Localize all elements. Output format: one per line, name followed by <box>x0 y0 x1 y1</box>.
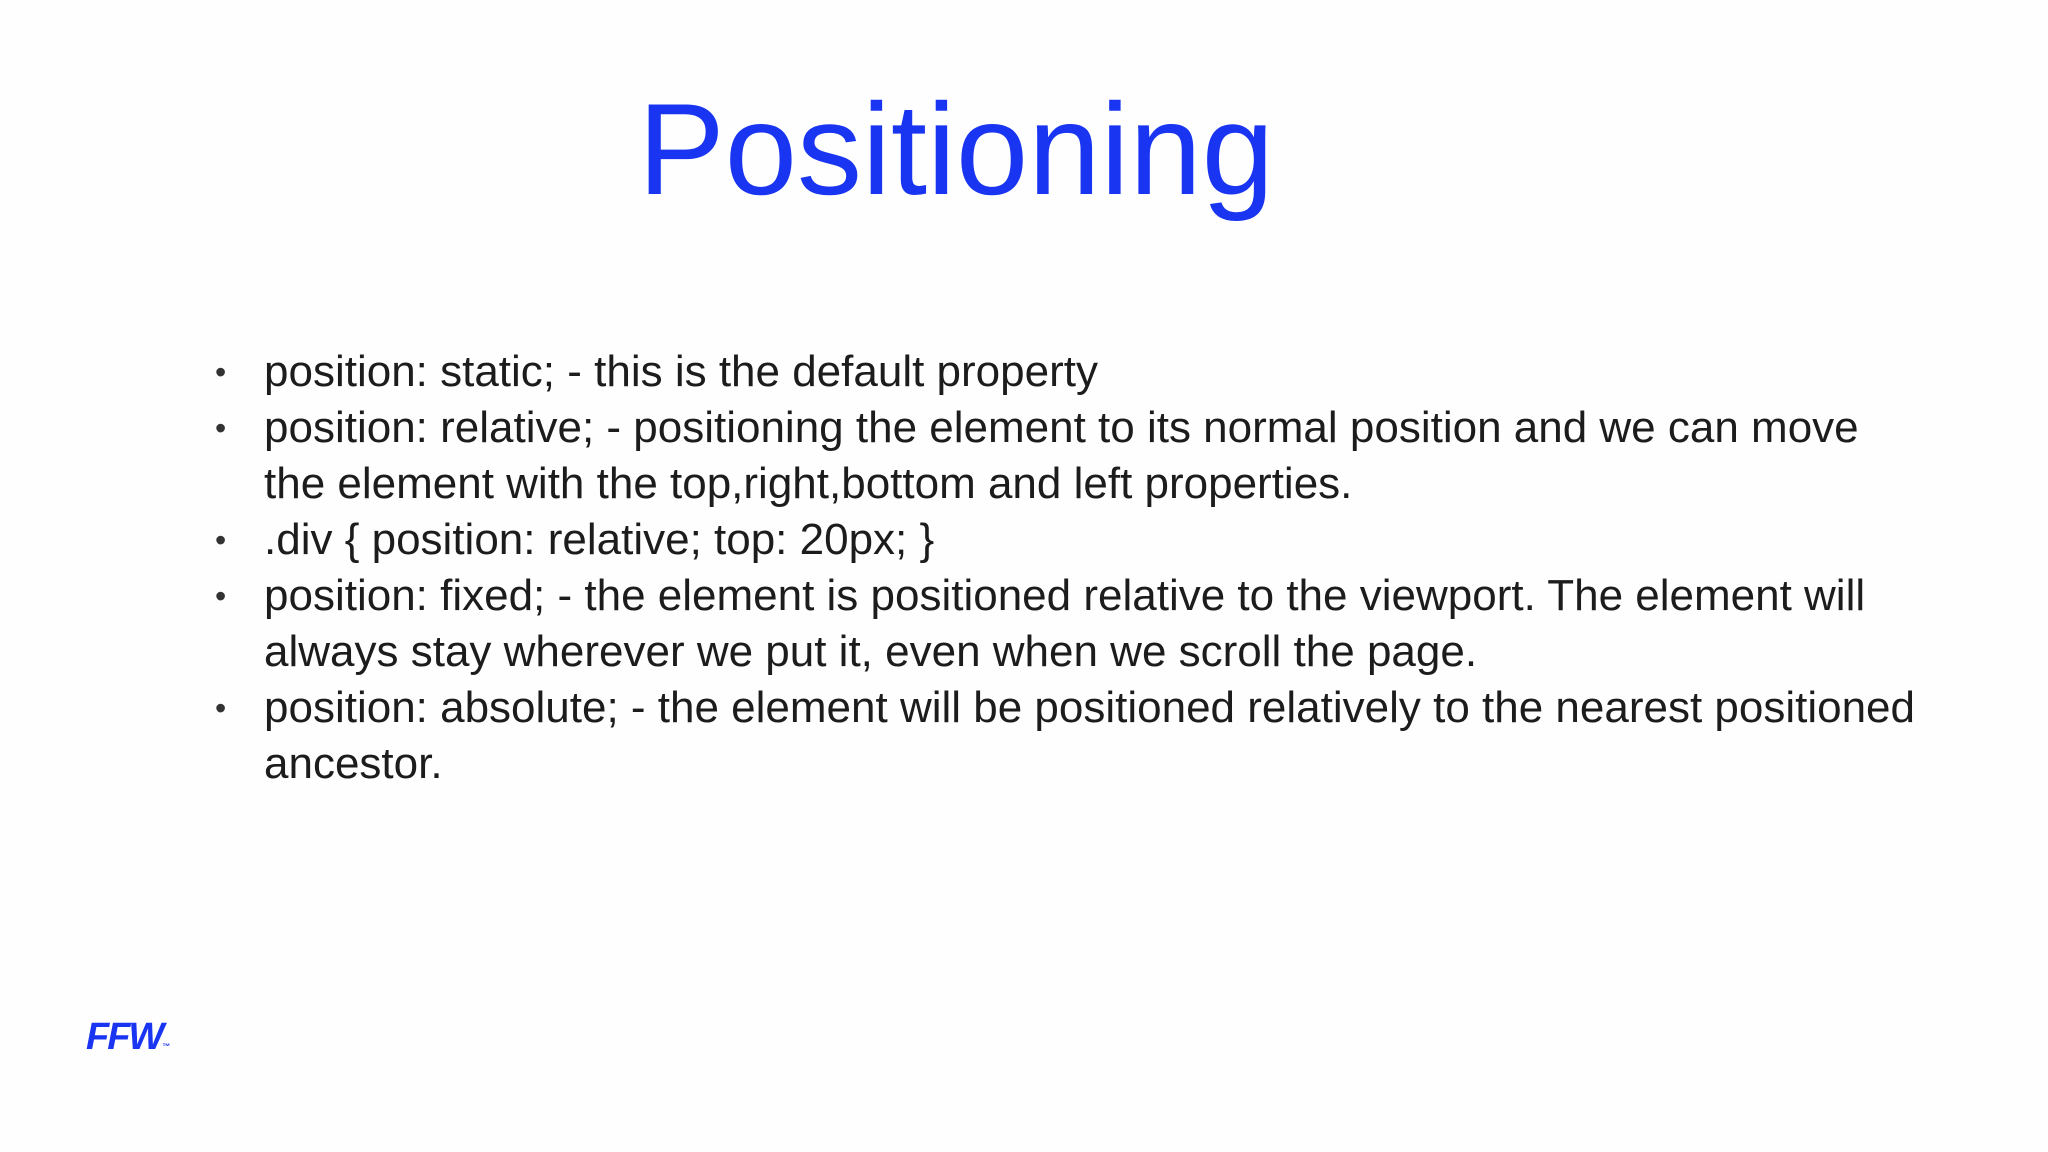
bullet-icon: • <box>215 410 227 446</box>
ffw-logo <box>86 1018 170 1056</box>
bullet-icon: • <box>215 522 227 558</box>
bullet-icon: • <box>215 354 227 390</box>
logo-trademark: ™ <box>162 1042 171 1051</box>
bullet-text: position: fixed; - the element is positioned relative to the viewport. The element will always stay wherever we put it, even when we scroll the page. <box>264 571 1866 676</box>
list-item <box>215 400 1915 512</box>
bullet-icon: • <box>215 690 227 726</box>
list-item <box>215 568 1915 680</box>
bullet-text: .div { position: relative; top: 20px; } <box>264 515 935 564</box>
bullet-icon: • <box>215 578 227 614</box>
list-item <box>215 344 1915 400</box>
list-item <box>215 680 1915 792</box>
bullet-list <box>215 344 1915 792</box>
bullet-text: position: absolute; - the element will be positioned relatively to the nearest positioned ancestor. <box>264 683 1915 788</box>
slide-title: Positioning <box>638 76 1274 222</box>
logo-text: FFW <box>86 1016 163 1058</box>
bullet-text: position: relative; - positioning the element to its normal position and we can move the element with the top,right,bottom and left properties. <box>264 403 1859 508</box>
bullet-text: position: static; - this is the default property <box>264 347 1098 396</box>
list-item <box>215 512 1915 568</box>
